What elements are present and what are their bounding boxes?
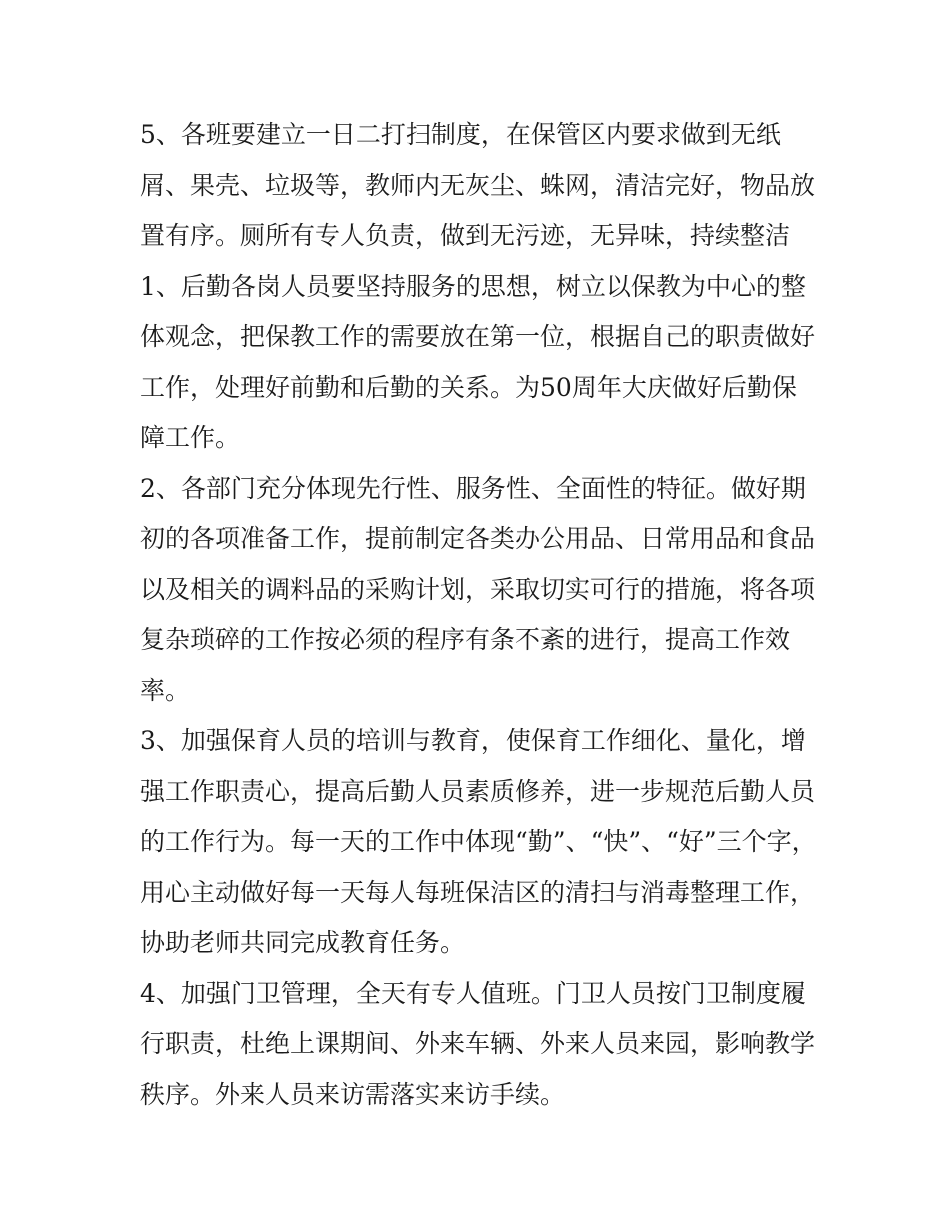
text-line: 2、各部门充分体现先行性、服务性、全面性的特征。做好期 [140, 473, 806, 503]
text-line: 体观念，把保教工作的需要放在第一位，根据自己的职责做好 [140, 322, 816, 351]
text-line: 秩序。外来人员来访需落实来访手续。 [140, 1079, 566, 1109]
text-line: 初的各项准备工作，提前制定各类办公用品、日常用品和食品 [140, 524, 816, 553]
text-line: 强工作职责心，提高后勤人员素质修养，进一步规范后勤人员 [140, 776, 816, 806]
text-line: 复杂琐碎的工作按必须的程序有条不紊的进行，提高工作效 [140, 625, 791, 654]
text-line: 工作，处理好前勤和后勤的关系。为50周年大庆做好后勤保 [140, 372, 797, 402]
text-line: 用心主动做好每一天每人每班保洁区的清扫与消毒整理工作， [140, 877, 816, 907]
text-line: 屑、果壳、垃圾等，教师内无灰尘、蛛网，清洁完好，物品放 [140, 170, 816, 200]
text-line: 5、各班要建立一日二打扫制度，在保管区内要求做到无纸 [140, 120, 781, 149]
body-text [140, 110, 820, 1120]
text-line: 置有序。厕所有专人负责，做到无污迹，无异味，持续整洁 [140, 221, 791, 250]
text-line: 4、加强门卫管理，全天有专人值班。门卫人员按门卫制度履 [140, 978, 806, 1008]
text-line: 1、后勤各岗人员要坚持服务的思想，树立以保教为中心的整 [140, 271, 806, 301]
text-line: 以及相关的调料品的采购计划，采取切实可行的措施，将各项 [140, 574, 816, 604]
text-line: 障工作。 [140, 423, 241, 452]
text-line: 率。 [140, 675, 191, 705]
text-line: 协助老师共同完成教育任务。 [140, 928, 466, 957]
text-line: 3、加强保育人员的培训与教育，使保育工作细化、量化，增 [140, 726, 806, 755]
text-line: 行职责，杜绝上课期间、外来车辆、外来人员来园，影响教学 [140, 1029, 816, 1058]
text-line: 的工作行为。每一天的工作中体现“勤”、“快”、“好”三个字， [140, 827, 817, 856]
